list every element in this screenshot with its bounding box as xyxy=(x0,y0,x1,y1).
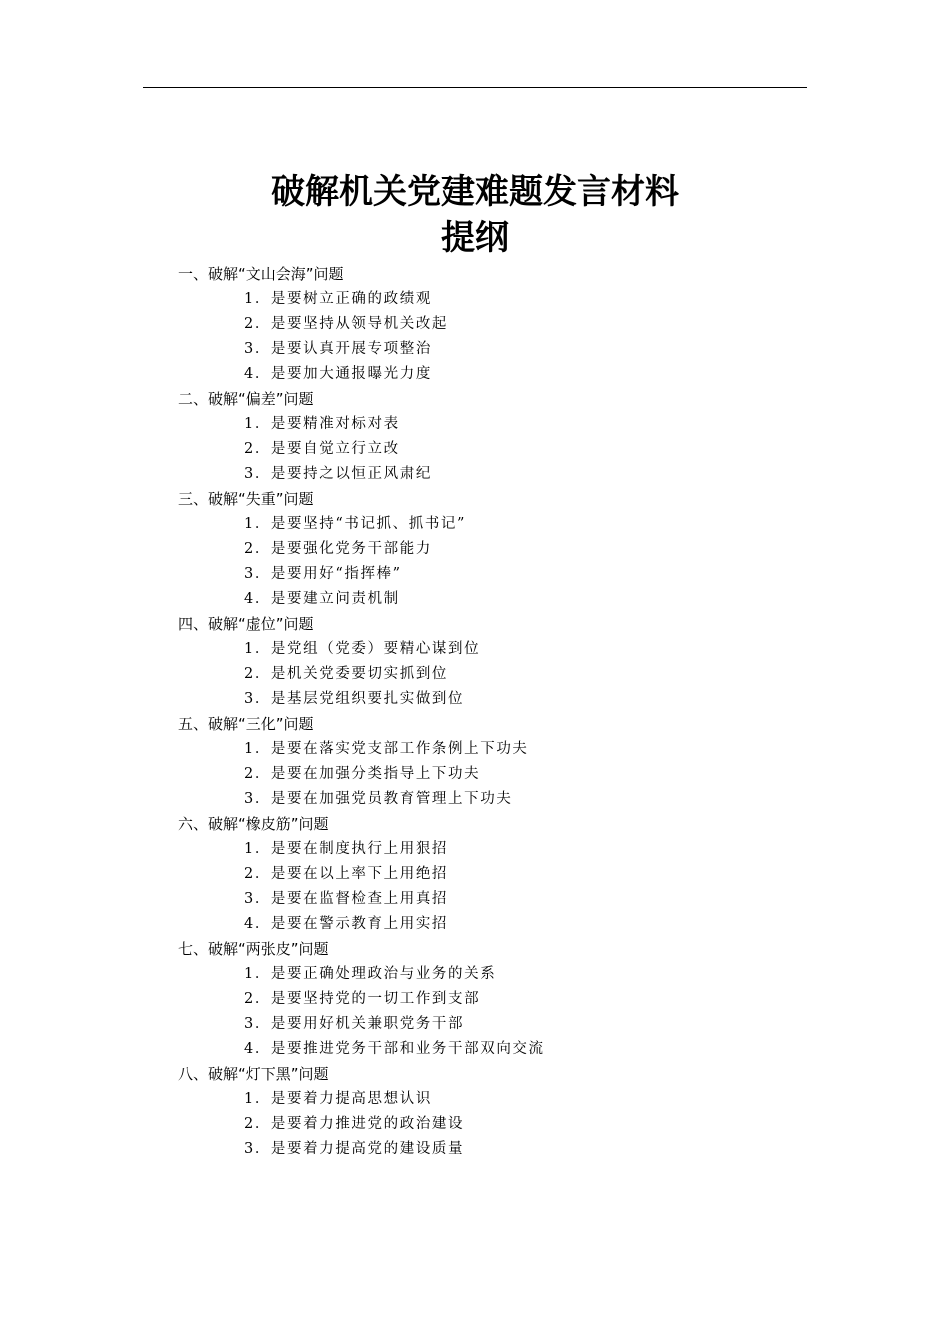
section-heading: 四、破解“虚位”问题 xyxy=(178,615,314,633)
document-title-line1: 破解机关党建难题发言材料 xyxy=(271,172,679,212)
outline-item: 2．是要坚持党的一切工作到支部 xyxy=(244,991,481,1007)
outline-item: 1．是要正确处理政治与业务的关系 xyxy=(244,966,497,982)
outline-item: 1．是要着力提高思想认识 xyxy=(244,1091,432,1107)
outline-item: 1．是要树立正确的政绩观 xyxy=(244,291,432,307)
outline-item: 2．是要在加强分类指导上下功夫 xyxy=(244,766,481,782)
outline-item: 2．是要自觉立行立改 xyxy=(244,441,400,457)
outline-item: 3．是要着力提高党的建设质量 xyxy=(244,1141,465,1157)
outline-item: 2．是机关党委要切实抓到位 xyxy=(244,666,449,682)
outline-item: 1．是党组（党委）要精心谋到位 xyxy=(244,641,481,657)
outline-item: 3．是要用好“指挥棒” xyxy=(244,566,402,582)
outline-item: 1．是要坚持“书记抓、抓书记” xyxy=(244,516,467,532)
outline-item: 1．是要在落实党支部工作条例上下功夫 xyxy=(244,741,529,757)
outline-item: 3．是要在监督检查上用真招 xyxy=(244,891,449,907)
section-heading: 八、破解“灯下黑”问题 xyxy=(178,1065,329,1083)
section-heading: 五、破解“三化”问题 xyxy=(178,715,314,733)
outline-item: 4．是要加大通报曝光力度 xyxy=(244,366,432,382)
outline xyxy=(0,262,950,1162)
document-title-line2: 提纲 xyxy=(441,218,509,258)
outline-item: 2．是要着力推进党的政治建设 xyxy=(244,1116,465,1132)
outline-item: 4．是要在警示教育上用实招 xyxy=(244,916,449,932)
section-heading: 一、破解“文山会海”问题 xyxy=(178,265,344,283)
outline-item: 2．是要强化党务干部能力 xyxy=(244,541,432,557)
section-heading: 六、破解“橡皮筋”问题 xyxy=(178,815,329,833)
section-heading: 三、破解“失重”问题 xyxy=(178,490,314,508)
outline-item: 1．是要精准对标对表 xyxy=(244,416,400,432)
outline-item: 2．是要坚持从领导机关改起 xyxy=(244,316,449,332)
outline-item: 4．是要建立问责机制 xyxy=(244,591,400,607)
section-heading: 二、破解“偏差”问题 xyxy=(178,390,314,408)
section-heading: 七、破解“两张皮”问题 xyxy=(178,940,329,958)
outline-item: 1．是要在制度执行上用狠招 xyxy=(244,841,449,857)
outline-item: 3．是要持之以恒正风肃纪 xyxy=(244,466,432,482)
outline-item: 3．是要认真开展专项整治 xyxy=(244,341,432,357)
outline-item: 3．是基层党组织要扎实做到位 xyxy=(244,691,465,707)
outline-item: 3．是要在加强党员教育管理上下功夫 xyxy=(244,791,513,807)
outline-item: 4．是要推进党务干部和业务干部双向交流 xyxy=(244,1041,545,1057)
header-rule xyxy=(143,87,807,88)
outline-item: 2．是要在以上率下上用绝招 xyxy=(244,866,449,882)
outline-item: 3．是要用好机关兼职党务干部 xyxy=(244,1016,465,1032)
